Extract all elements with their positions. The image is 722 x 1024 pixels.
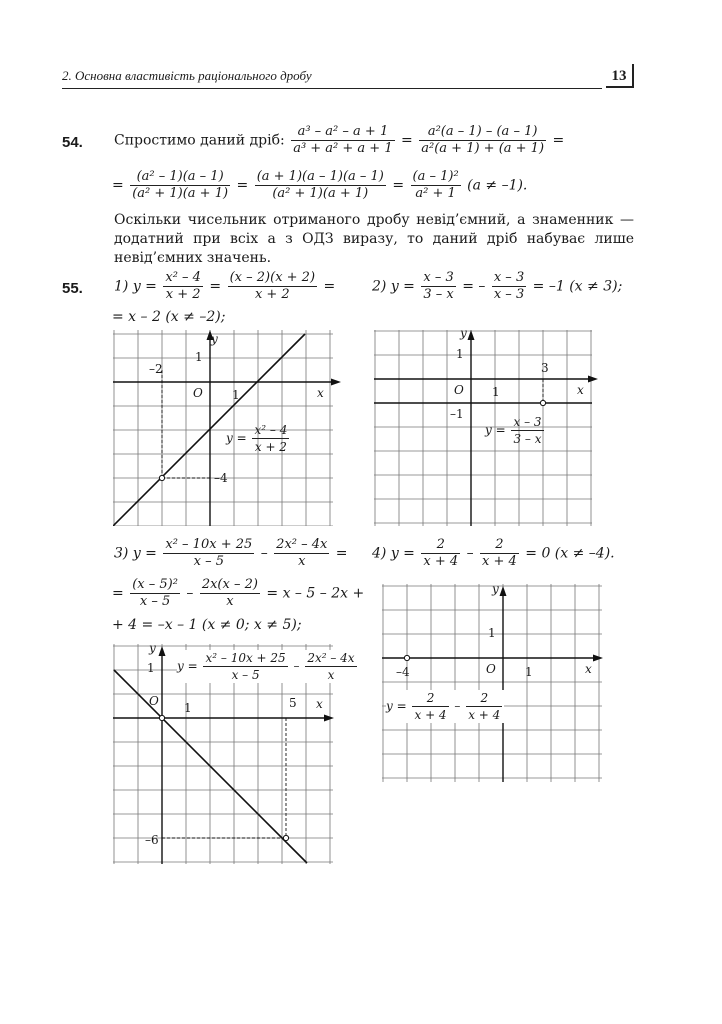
axis-label-y: y [211, 332, 218, 346]
fraction: $\frac{\text{(a – 1)²}}{\text{a² + 1}}$ [412, 169, 459, 201]
header-rule [62, 88, 602, 89]
graph-1-function-label: y = $\frac{\text{x² – 4}}{x + 2}$ [226, 423, 288, 454]
problem-55-part3-result: + 4 = –x – 1 (x ≠ 0; x ≠ 5); [112, 617, 302, 633]
condition: (a ≠ –1). [467, 177, 528, 194]
graph-1 [113, 330, 343, 526]
fraction: $\frac{2x(x - 2)}{x}$ [201, 577, 258, 609]
fraction: $\frac{\text{a³ – a² – a + 1}}{\text{a³ + a² + a + 1}}$ [293, 124, 393, 156]
tick-label: 1 [232, 388, 240, 402]
graph-4 [382, 584, 604, 782]
problem-55-part3-line2: = $\frac{\text{(x – 5)²}}{x - 5}$ – $\frac{2x(x - 2)}{x}$ = x – 5 – 2x + [112, 577, 365, 609]
tick-label: 1 [184, 701, 192, 715]
problem-55-number: 55. [62, 280, 83, 297]
tick-label: –2 [149, 362, 163, 376]
fraction: $\frac{2}{x + 4}$ [482, 537, 517, 569]
fraction: $\frac{x - 3}{3 - x}$ [513, 415, 542, 446]
problem-54-intro: Спростимо даний дріб: [114, 132, 285, 149]
tick-label: 3 [541, 361, 549, 375]
fraction: $\frac{\text{x² – 4}}{x + 2}$ [254, 423, 288, 454]
tick-label: 5 [289, 696, 297, 710]
page-number: 13 [606, 64, 634, 88]
graph-2-function-label: y = $\frac{x - 3}{3 - x}$ [485, 415, 542, 446]
problem-54-number: 54. [62, 134, 83, 151]
problem-54-line2: = $\frac{\text{(a² – 1)(a – 1)}}{\text{(a² + 1)(a + 1)}}$ = $\frac{(a + 1)(a - 1)(a - 1)}{\text{(a² + 1)(a + 1)}}$ = $\frac{\text{(a – 1)²}}{\text{a² + 1}}$ (a ≠ –1). [112, 169, 528, 201]
tick-label: –4 [214, 471, 228, 485]
fraction: $\frac{\text{2x² – 4x}}{x}$ [307, 651, 355, 682]
fraction: $\frac{\text{(x – 5)²}}{x - 5}$ [132, 577, 178, 609]
origin-label: O [193, 386, 203, 400]
problem-54-conclusion: Оскільки чисельник отриманого дробу невід’ємний, а знаменник — додатний при всіх a з ОДЗ виразу, то даний дріб набуває лише невід’ємних значень. [114, 212, 634, 266]
tick-label: –4 [396, 665, 410, 679]
tick-label: –1 [450, 407, 464, 421]
fraction: $\frac{(a + 1)(a - 1)(a - 1)}{\text{(a² + 1)(a + 1)}}$ [256, 169, 384, 201]
section-title: 2. Основна властивість раціонального дробу [62, 68, 312, 83]
fraction: $\frac{2}{x + 4}$ [423, 537, 459, 569]
tick-label: 1 [456, 347, 464, 361]
tick-label: 1 [488, 626, 496, 640]
fraction: $\frac{2}{x + 4}$ [414, 691, 447, 722]
origin-label: O [149, 694, 159, 708]
fraction: $\frac{\text{x² – 4}}{x + 2}$ [165, 270, 201, 302]
fraction: $\frac{x - 3}{x - 3}$ [493, 270, 525, 302]
fraction: $\frac{2}{x + 4}$ [468, 691, 501, 722]
fraction: $\frac{\text{2x² – 4x}}{x}$ [276, 537, 328, 569]
axis-label-y: y [460, 326, 467, 340]
fraction: $\frac{\text{x² – 10x + 25}}{x - 5}$ [165, 537, 253, 569]
problem-54-line1: Спростимо даний дріб: $\frac{\text{a³ – a² – a + 1}}{\text{a³ + a² + a + 1}}$ = $\frac{\text{a²(a – 1) – (a – 1)}}{\text{a²(a + 1) + (a + 1)}}$ = [114, 124, 565, 156]
origin-label: O [486, 662, 496, 676]
axis-label-y: y [492, 582, 499, 596]
page-header [62, 64, 632, 90]
fraction: $\frac{(x - 2)(x + 2)}{x + 2}$ [229, 270, 316, 302]
tick-label: 1 [525, 665, 533, 679]
problem-55-part2: 2) y = $\frac{x - 3}{3 - x}$ = – $\frac{x - 3}{x - 3}$ = –1 (x ≠ 3); [372, 270, 623, 302]
fraction: $\frac{\text{x² – 10x + 25}}{x - 5}$ [205, 651, 286, 682]
fraction: $\frac{x - 3}{3 - x}$ [423, 270, 454, 302]
graph-3 [113, 641, 355, 864]
problem-55-part3: 3) y = $\frac{\text{x² – 10x + 25}}{x - 5}$ – $\frac{\text{2x² – 4x}}{x}$ = [114, 537, 348, 569]
axis-label-x: x [577, 383, 584, 397]
origin-label: O [454, 383, 464, 397]
tick-label: 1 [147, 661, 155, 675]
graph-4-function-label: y = $\frac{2}{x + 4}$ – $\frac{2}{x + 4}$ [386, 690, 504, 723]
tick-label: 1 [492, 385, 500, 399]
axis-label-x: x [316, 697, 323, 711]
graph-2 [374, 326, 599, 526]
fraction: $\frac{\text{(a² – 1)(a – 1)}}{\text{(a² + 1)(a + 1)}}$ [132, 169, 229, 201]
axis-label-y: y [149, 641, 156, 655]
axis-label-x: x [317, 386, 324, 400]
problem-55-part1-result: = x – 2 (x ≠ –2); [112, 309, 226, 325]
tick-label: –6 [145, 833, 159, 847]
fraction: $\frac{\text{a²(a – 1) – (a – 1)}}{\text{a²(a + 1) + (a + 1)}}$ [421, 124, 545, 156]
axis-label-x: x [585, 662, 592, 676]
tick-label: 1 [195, 350, 203, 364]
graph-4-svg [382, 584, 604, 782]
problem-55-part4: 4) y = $\frac{2}{x + 4}$ – $\frac{2}{x + 4}$ = 0 (x ≠ –4). [372, 537, 615, 569]
graph-3-function-label: y = $\frac{\text{x² – 10x + 25}}{x - 5}$ – $\frac{\text{2x² – 4x}}{x}$ [177, 650, 359, 683]
problem-55-part1: 1) y = $\frac{\text{x² – 4}}{x + 2}$ = $\frac{(x - 2)(x + 2)}{x + 2}$ = [114, 270, 336, 302]
